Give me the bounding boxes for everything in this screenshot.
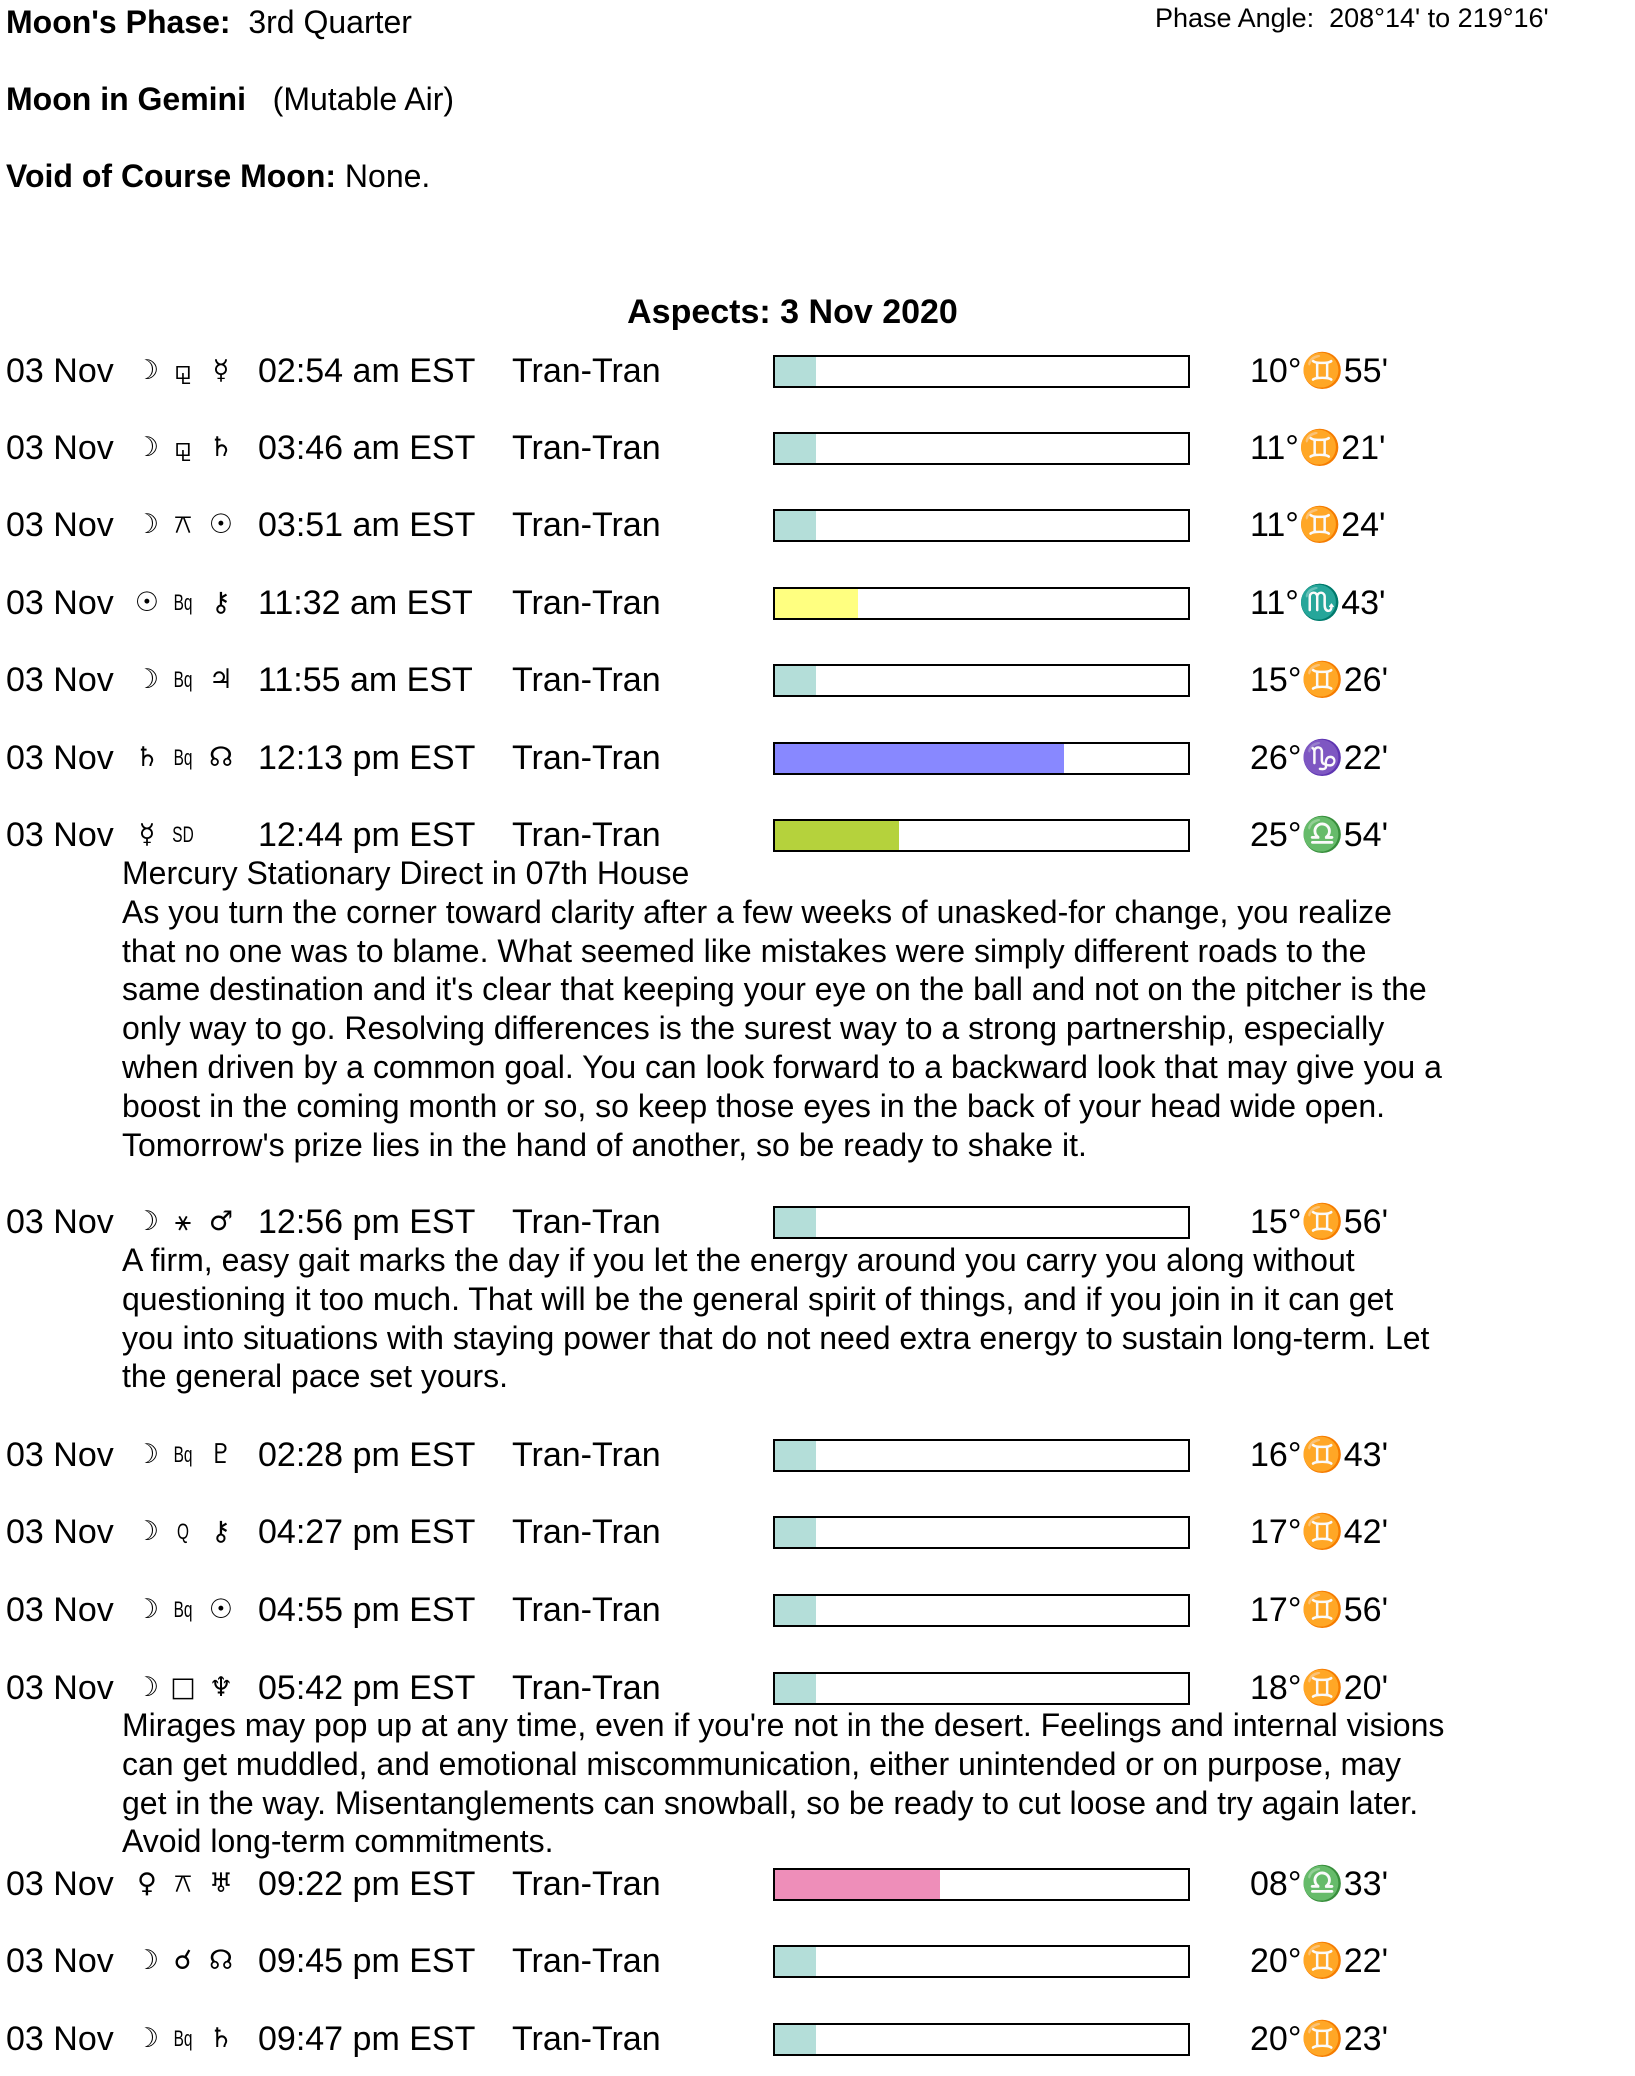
description-line: A firm, easy gait marks the day if you let the energy around you carry you along without [122,1242,1355,1278]
aspect-date: 03 Nov [6,1669,114,1707]
aspect-row [0,1939,1635,1983]
description-line: that no one was to blame. What seemed like mistakes were simply different roads to the [122,932,1367,969]
moon-icon: ☽ [134,432,160,463]
strength-bar [773,1516,1190,1549]
aspect-date: 03 Nov [6,739,114,777]
aspect-row [0,349,1635,393]
neptune-icon: ♆ [208,1672,234,1703]
strength-bar-fill [775,1441,816,1470]
aspect-degree: 15°♊26' [1250,661,1389,699]
sextile-icon: ⚹ [174,1206,192,1237]
aspect-date: 03 Nov [6,661,114,699]
strength-bar-fill [775,589,858,618]
aspect-time: 12:44 pm EST [258,816,476,854]
aspect-description [122,1706,1582,1861]
aspect-time: 02:54 am EST [258,352,476,390]
strength-bar-fill [775,511,816,540]
moon-icon: ☽ [134,664,160,695]
biquintile-icon: Bq [173,1597,193,1622]
aspect-row [0,2017,1635,2061]
aspect-date: 03 Nov [6,429,114,467]
aspect-type: Tran-Tran [512,1669,661,1707]
aspect-row [0,1200,1635,1244]
strength-bar-fill [775,1870,940,1899]
strength-bar-fill [775,434,816,463]
aspect-degree: 25°♎54' [1250,816,1389,854]
moon-phase-value: 3rd Quarter [248,4,412,40]
north-node-icon: ☊ [209,1945,233,1976]
aspect-degree: 20°♊22' [1250,1942,1389,1980]
aspect-type: Tran-Tran [512,352,661,390]
moon-icon: ☽ [134,1945,160,1976]
aspect-description [122,854,1582,1164]
aspect-degree: 16°♊43' [1250,1436,1389,1474]
aspect-time: 09:45 pm EST [258,1942,476,1980]
biquintile-icon: Bq [173,745,193,770]
strength-bar [773,355,1190,388]
aspect-degree: 11°♊24' [1250,506,1386,544]
moon-icon: ☽ [134,1594,160,1625]
chiron-icon: ⚷ [211,587,231,618]
strength-bar [773,1672,1190,1705]
aspect-date: 03 Nov [6,584,114,622]
moon-icon: ☽ [134,509,160,540]
aspect-row [0,1510,1635,1554]
aspect-degree: 11°♊21' [1250,429,1386,467]
description-line: Tomorrow's prize lies in the hand of another, so be ready to shake it. [122,1126,1087,1163]
aspect-type: Tran-Tran [512,816,661,854]
chiron-icon: ⚷ [211,1516,231,1547]
aspect-type: Tran-Tran [512,1591,661,1629]
aspect-row [0,1588,1635,1632]
moon-icon: ☽ [134,1206,160,1237]
aspect-degree: 17°♊42' [1250,1513,1389,1551]
description-line: Mercury Stationary Direct in 07th House [122,855,690,891]
description-line: Avoid long-term commitments. [122,1823,554,1860]
aspect-degree: 18°♊20' [1250,1669,1389,1707]
description-line: you into situations with staying power that do not need extra energy to sustain long-term. Let [122,1319,1430,1356]
aspect-degree: 11°♏43' [1250,584,1386,622]
aspect-type: Tran-Tran [512,1203,661,1241]
conjunction-icon: ☌ [173,1945,193,1976]
void-of-course-value: None. [344,158,431,194]
strength-bar-fill [775,666,816,695]
description-line: can get muddled, and emotional miscommunication, either unintended or on purpose, may [122,1745,1401,1782]
strength-bar [773,1945,1190,1978]
biquintile-icon: Bq [173,590,193,615]
aspect-row [0,1433,1635,1477]
phase-angle: Phase Angle: 208°14' to 219°16' [1155,3,1549,33]
aspect-date: 03 Nov [6,1942,114,1980]
north-node-icon: ☊ [209,742,233,773]
aspect-row [0,1666,1635,1710]
aspect-time: 09:47 pm EST [258,2020,476,2058]
description-line: only way to go. Resolving differences is the surest way to a strong partnership, especially [122,1010,1385,1047]
moon-icon: ☽ [134,2023,160,2054]
stationary-direct-icon: SD [172,822,194,847]
quincunx-icon: ⚻ [174,1868,192,1899]
aspect-date: 03 Nov [6,1591,114,1629]
void-of-course-label: Void of Course Moon: [6,158,337,194]
aspect-time: 03:46 am EST [258,429,476,467]
strength-bar-fill [775,1518,816,1547]
aspect-type: Tran-Tran [512,1942,661,1980]
description-line: Mirages may pop up at any time, even if you're not in the desert. Feelings and internal visions [122,1707,1445,1743]
aspect-date: 03 Nov [6,1203,114,1241]
aspect-time: 04:55 pm EST [258,1591,476,1629]
aspect-type: Tran-Tran [512,1865,661,1903]
aspect-row [0,426,1635,470]
aspect-time: 09:22 pm EST [258,1865,476,1903]
strength-bar-fill [775,1947,816,1976]
aspect-date: 03 Nov [6,816,114,854]
moon-icon: ☽ [134,1439,160,1470]
aspect-row [0,813,1635,857]
aspect-row [0,581,1635,625]
venus-icon: ♀ [137,1868,157,1899]
strength-bar [773,1594,1190,1627]
strength-bar-fill [775,357,816,386]
uranus-icon: ♅ [208,1868,234,1899]
strength-bar [773,819,1190,852]
description-line: get in the way. Misentanglements can snowball, so be ready to cut loose and try again later. [122,1784,1419,1821]
aspect-degree: 10°♊55' [1250,352,1389,390]
aspect-time: 03:51 am EST [258,506,476,544]
aspect-time: 12:13 pm EST [258,739,476,777]
moon-sign-value: (Mutable Air) [272,81,455,117]
aspect-type: Tran-Tran [512,661,661,699]
aspect-row [0,503,1635,547]
aspect-type: Tran-Tran [512,584,661,622]
mars-icon: ♂ [208,1206,234,1237]
strength-bar [773,1206,1190,1239]
aspect-date: 03 Nov [6,2020,114,2058]
aspects-title: Aspects: 3 Nov 2020 [627,293,958,331]
aspect-type: Tran-Tran [512,1436,661,1474]
aspect-type: Tran-Tran [512,739,661,777]
aspect-time: 11:55 am EST [258,661,473,699]
biquintile-icon: Bq [173,1442,193,1467]
biquintile-icon: Bq [173,667,193,692]
description-line: same destination and it's clear that keeping your eye on the ball and not on the pitcher is the [122,971,1427,1008]
description-line: the general pace set yours. [122,1358,509,1395]
aspect-row [0,658,1635,702]
aspect-degree: 26°♑22' [1250,739,1389,777]
description-line: boost in the coming month or so, so keep those eyes in the back of your head wide open. [122,1087,1385,1124]
aspect-degree: 17°♊56' [1250,1591,1389,1629]
aspect-row [0,1862,1635,1906]
strength-bar [773,742,1190,775]
mercury-icon: ☿ [138,819,156,850]
moon-icon: ☽ [134,1516,160,1547]
saturn-icon: ♄ [208,432,234,463]
aspect-time: 12:56 pm EST [258,1203,476,1241]
strength-bar [773,509,1190,542]
sun-icon: ☉ [208,509,234,540]
aspect-type: Tran-Tran [512,1513,661,1551]
description-line: questioning it too much. That will be the general spirit of things, and if you join in it can get [122,1280,1394,1317]
saturn-icon: ♄ [208,2023,234,2054]
strength-bar [773,432,1190,465]
aspect-row [0,736,1635,780]
strength-bar-fill [775,821,899,850]
strength-bar [773,1439,1190,1472]
moon-icon: ☽ [134,1672,160,1703]
moon-sign-line [6,79,454,119]
moon-phase-label: Moon's Phase: [6,4,231,40]
aspect-degree: 08°♎33' [1250,1865,1389,1903]
aspect-type: Tran-Tran [512,2020,661,2058]
strength-bar-fill [775,1596,816,1625]
sun-icon: ☉ [208,1594,234,1625]
aspect-degree: 20°♊23' [1250,2020,1389,2058]
aspect-type: Tran-Tran [512,429,661,467]
aspect-time: 02:28 pm EST [258,1436,476,1474]
strength-bar [773,664,1190,697]
void-of-course-line [6,156,430,196]
aspect-date: 03 Nov [6,352,114,390]
moon-phase-line [6,2,412,42]
jupiter-icon: ♃ [208,664,234,695]
strength-bar [773,587,1190,620]
aspect-time: 11:32 am EST [258,584,473,622]
sesquiquadrate-icon: ⚼ [173,432,193,463]
aspect-date: 03 Nov [6,1436,114,1474]
pluto-icon: ♇ [208,1439,234,1470]
sesquiquadrate-icon: ⚼ [173,355,193,386]
square-icon: □ [170,1672,196,1703]
aspect-time: 05:42 pm EST [258,1669,476,1707]
aspect-date: 03 Nov [6,1513,114,1551]
description-line: when driven by a common goal. You can look forward to a backward look that may give you a [122,1048,1442,1085]
aspect-type: Tran-Tran [512,506,661,544]
sun-icon: ☉ [134,587,160,618]
quincunx-icon: ⚻ [174,509,192,540]
aspect-degree: 15°♊56' [1250,1203,1389,1241]
moon-sign-label: Moon in Gemini [6,81,246,117]
strength-bar-fill [775,744,1064,773]
quintile-icon: Q [177,1519,189,1544]
aspect-time: 04:27 pm EST [258,1513,476,1551]
strength-bar-fill [775,1674,816,1703]
strength-bar [773,1868,1190,1901]
aspect-date: 03 Nov [6,506,114,544]
aspect-description [122,1241,1582,1396]
moon-icon: ☽ [134,355,160,386]
aspect-date: 03 Nov [6,1865,114,1903]
strength-bar-fill [775,2025,816,2054]
saturn-icon: ♄ [134,742,160,773]
biquintile-icon: Bq [173,2026,193,2051]
strength-bar-fill [775,1208,816,1237]
mercury-icon: ☿ [212,355,230,386]
description-line: As you turn the corner toward clarity after a few weeks of unasked-for change, you realize [122,893,1392,930]
strength-bar [773,2023,1190,2056]
